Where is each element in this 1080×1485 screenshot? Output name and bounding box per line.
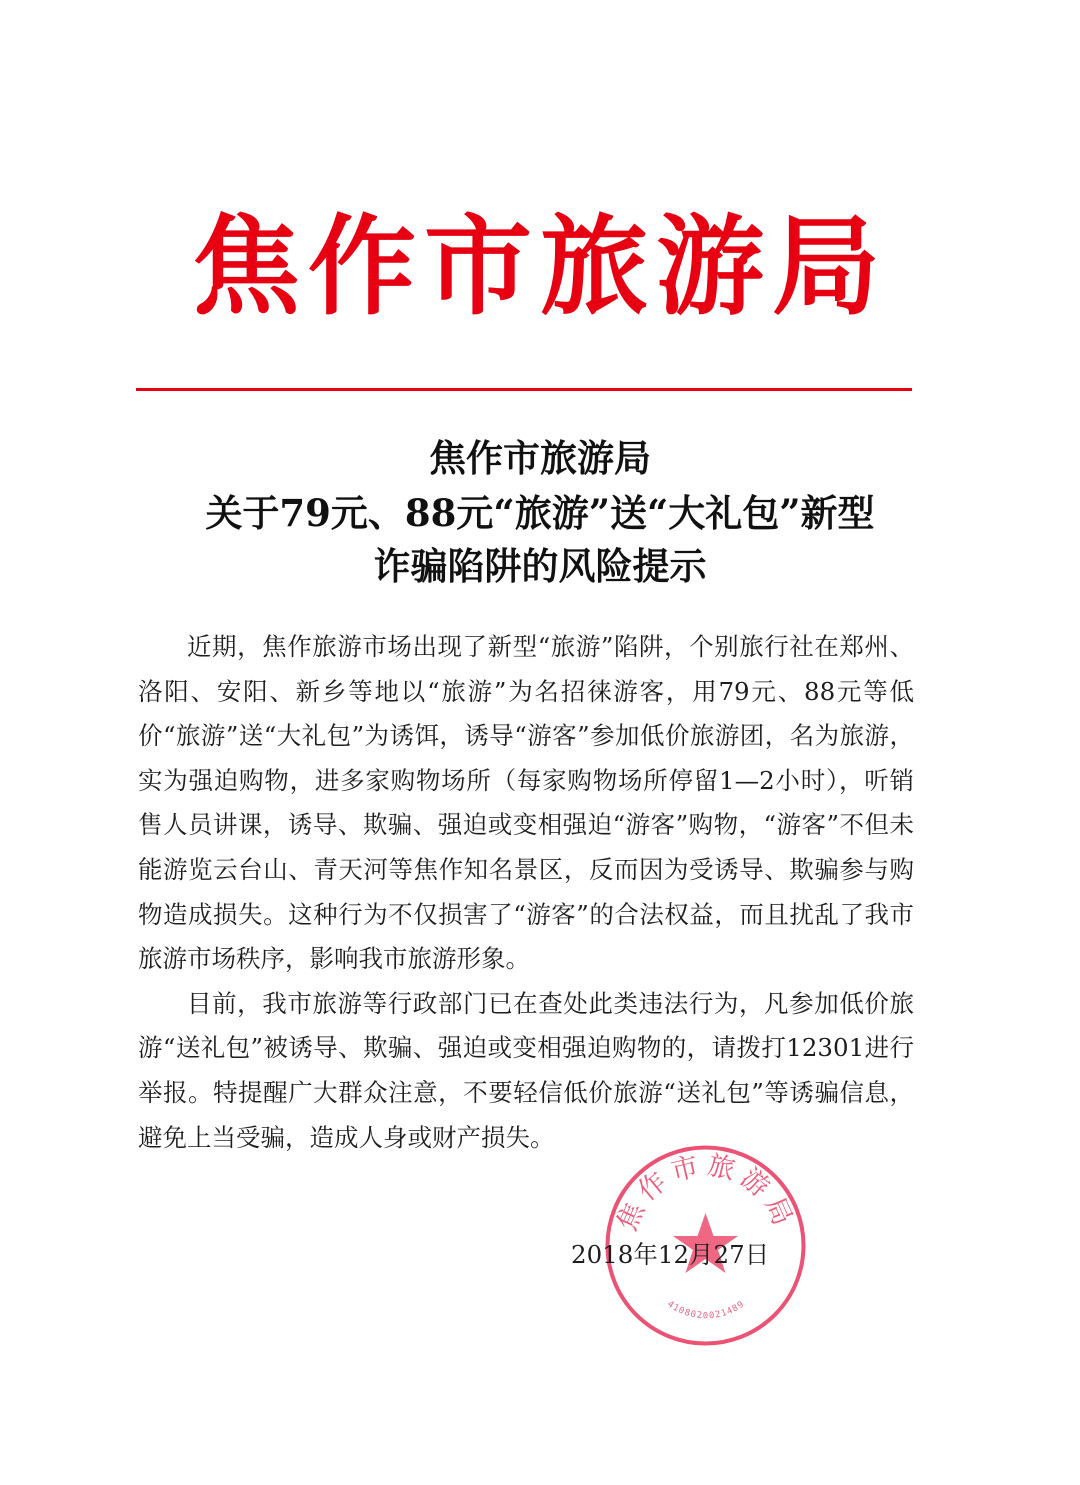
title-line-1: 焦作市旅游局 xyxy=(429,436,651,480)
red-divider xyxy=(136,388,912,391)
letterhead-title: 焦作市旅游局 xyxy=(191,204,888,330)
title-line-2: 关于79元、88元“旅游”送“大礼包”新型 xyxy=(205,491,875,535)
title-line-3: 诈骗陷阱的风险提示 xyxy=(373,544,707,588)
seal-code: 4108020021489 xyxy=(665,1299,747,1322)
notice-body xyxy=(138,625,914,1160)
paragraph-1: 近期，焦作旅游市场出现了新型“旅游”陷阱，个别旅行社在郑州、洛阳、安阳、新乡等地以“旅游”为名招徕游客，用79元、88元等低价“旅游”送“大礼包”为诱饵，诱导“游客”参加低价旅游团，名为旅游，实为强迫购物，进多家购物场所（每家购物场所停留1—2小时），听销售人员讲课，诱导、欺骗、强迫或变相强迫“游客”购物，“游客”不但未能游览云台山、青天河等焦作知名景区，反而因为受诱导、欺骗参与购物造成损失。这种行为不仅损害了“游客”的合法权益，而且扰乱了我市旅游市场秩序，影响我市旅游形象。 xyxy=(138,632,914,974)
svg-text:4108020021489 xyxy=(665,1299,747,1321)
seal-text: 焦作市旅游局 xyxy=(611,1149,801,1236)
issue-date: 2018年12月27日 xyxy=(571,1240,770,1269)
paragraph-2: 目前，我市旅游等行政部门已在查处此类违法行为，凡参加低价旅游“送礼包”被诱导、欺骗、强迫或变相强迫购物的，请拨打12301进行举报。特提醒广大群众注意，不要轻信低价旅游“送礼包”等诱骗信息，避免上当受骗，造成人身或财产损失。 xyxy=(138,988,914,1152)
